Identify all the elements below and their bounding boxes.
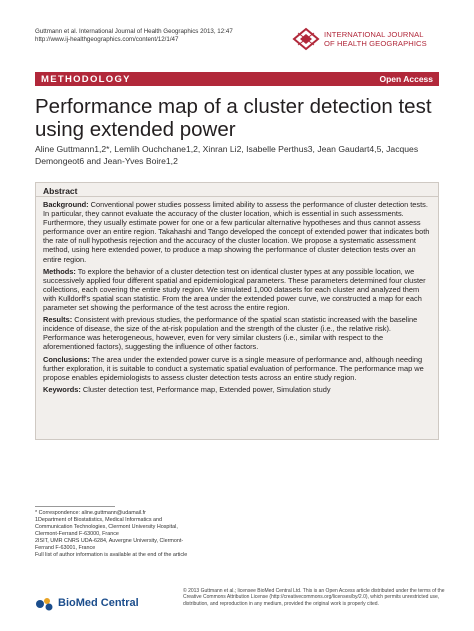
abstract-methods: [43, 267, 431, 312]
citation-line: Guttmann et al. International Journal of Health Geographics 2013, 12:47: [35, 28, 233, 35]
article-url[interactable]: http://www.ij-healthgeographics.com/content/12/1/47: [35, 36, 179, 43]
background-label: Background:: [43, 200, 89, 209]
affiliation-1: 1Department of Biostatistics, Medical Informatics and Communication Technologies, Clermont University Hospital, Clermont-Ferrand F-63000, France: [35, 517, 178, 537]
methods-text: To explore the behavior of a cluster detection test on identical cluster types at any possible location, we successively applied four different spatial and epidemiological parameters. These parameters determined four cluster collections, each covering the entire study region. We simulated 1,000 datasets for each cluster and analyzed them with Kulldorff's spatial scan statistic. From the area under the extended power curve, we constructed a map for each parameter set showing the performance of the test across the entire region.: [43, 266, 426, 313]
abstract-body: [43, 200, 431, 397]
abstract-heading: Abstract: [43, 186, 78, 196]
abstract-box: [35, 182, 439, 440]
keywords-label: Keywords:: [43, 384, 81, 394]
section-bar: [35, 72, 439, 86]
conclusions-text: The area under the extended power curve is a single measure of performance and, although needing further exploration, it is suitable to conduct a systematic spatial evaluation of performance. The performance map we propose enables epidemiologists to assess cluster detection tests across an entire study region.: [43, 354, 424, 382]
abstract-divider: [36, 196, 438, 197]
journal-name-line2: OF HEALTH GEOGRAPHICS: [324, 39, 427, 48]
abstract-conclusions: [43, 355, 431, 382]
journal-name: [324, 30, 427, 48]
open-access-badge: Open Access: [379, 74, 433, 84]
journal-name-line1: INTERNATIONAL JOURNAL: [324, 30, 424, 39]
abstract-results: [43, 315, 431, 351]
publisher-name: BioMed Central: [58, 597, 139, 609]
author-info-note: Full list of author information is available at the end of the article: [35, 552, 188, 558]
footnote-divider: [35, 506, 115, 507]
keywords-text: Cluster detection test, Performance map, Extended power, Simulation study: [82, 384, 331, 394]
copyright-notice: © 2013 Guttmann et al.; licensee BioMed Central Ltd. This is an Open Access article distributed under the terms of the Creative Commons Attribution License (http://creativecommons.org/licenses/by/2.0), which permits unrestricted use, distribution, and reproduction in any medium, provided the original work is properly cited.: [183, 588, 445, 607]
authors-text: Aline Guttmann1,2*, Lemlih Ouchchane1,2, Xinran Li2, Isabelle Perthus3, Jean Gaudart4,5, Jacques Demongeot6 and Jean-Yves Boire1,2: [35, 144, 419, 166]
correspondence-note: * Correspondence: aline.guttmann@udamail.fr: [35, 510, 146, 516]
section-label: METHODOLOGY: [41, 73, 131, 85]
methods-label: Methods:: [43, 266, 76, 276]
results-label: Results:: [43, 315, 73, 325]
affiliation-2: 2ISIT, UMR CNRS UDA-6284, Auvergne University, Clermont-Ferrand F-63001, France: [35, 538, 184, 551]
conclusions-label: Conclusions:: [43, 354, 90, 364]
background-text: Conventional power studies possess limited ability to assess the performance of cluster detection tests. In particular, they cannot evaluate the accuracy of the cluster location, which is essential in such assessments. Furthermore, they usually estimate power for one or a few particular alternative hypotheses and thus cannot assess performance over an entire region. Takahashi and Tango developed the concept of extended power that indicates both the rate of null hypothesis rejection and the accuracy of the cluster location. We propose a systematic assessment method, using here extended power, to produce a map showing the performance of cluster detection tests over an entire region.: [43, 200, 430, 264]
journal-logo-icon: [292, 27, 320, 51]
results-text: Consistent with previous studies, the performance of the spatial scan statistic increased with the baseline incidence of disease, the size of the at-risk population and the strength of the cluster (i.e., the relative risk). Performance was heterogeneous, however, even for very similar clusters (i.e., similar with respect to the aforementioned factors), suggesting the influence of other factors.: [43, 315, 418, 352]
author-list: [35, 143, 445, 167]
abstract-keywords: [43, 385, 431, 394]
footnotes: [35, 510, 195, 559]
article-title: Performance map of a cluster detection test using extended power: [35, 95, 432, 141]
abstract-background: [43, 200, 431, 264]
biomed-central-logo-icon: [35, 596, 55, 612]
